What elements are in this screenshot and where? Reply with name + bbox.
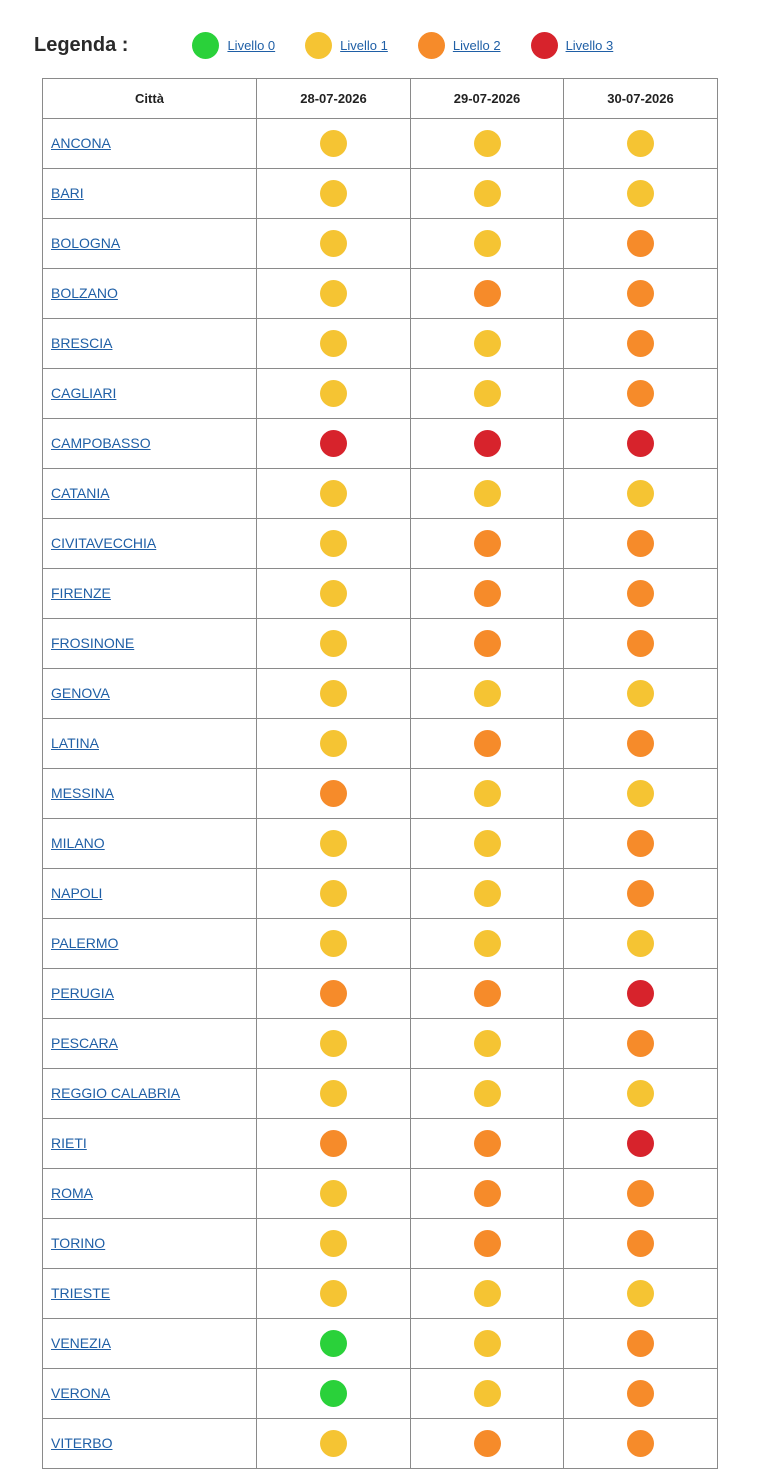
level-cell-day-3 <box>564 519 718 569</box>
table-row <box>43 1269 718 1319</box>
level-1-dot-icon <box>627 1280 654 1307</box>
level-cell-day-2 <box>411 219 564 269</box>
level-cell-day-1 <box>257 1369 411 1419</box>
table-row <box>43 969 718 1019</box>
city-cell <box>43 1419 257 1469</box>
level-3-dot-icon <box>627 980 654 1007</box>
city-cell <box>43 969 257 1019</box>
table-row <box>43 869 718 919</box>
level-cell-day-1 <box>257 669 411 719</box>
table-row <box>43 769 718 819</box>
level-cell-day-2 <box>411 1169 564 1219</box>
level-1-dot-icon <box>474 230 501 257</box>
level-2-dot-icon <box>474 630 501 657</box>
level-2-dot-icon <box>474 280 501 307</box>
city-link[interactable]: FIRENZE <box>51 584 111 601</box>
city-link[interactable]: VITERBO <box>51 1434 113 1451</box>
level-cell-day-1 <box>257 219 411 269</box>
level-cell-day-2 <box>411 919 564 969</box>
level-1-dot-icon <box>320 930 347 957</box>
level-0-dot-icon <box>192 32 219 59</box>
level-2-dot-icon <box>474 980 501 1007</box>
level-cell-day-3 <box>564 569 718 619</box>
table-row <box>43 1069 718 1119</box>
level-cell-day-2 <box>411 1319 564 1369</box>
level-cell-day-2 <box>411 719 564 769</box>
level-1-dot-icon <box>474 880 501 907</box>
level-2-dot-icon <box>627 880 654 907</box>
level-2-dot-icon <box>320 780 347 807</box>
level-cell-day-2 <box>411 169 564 219</box>
level-0-dot-icon <box>320 1330 347 1357</box>
table-row <box>43 419 718 469</box>
level-2-dot-icon <box>627 730 654 757</box>
table-row <box>43 319 718 369</box>
table-body <box>43 119 718 1469</box>
table-row <box>43 1019 718 1069</box>
level-2-dot-icon <box>627 830 654 857</box>
level-1-dot-icon <box>474 1280 501 1307</box>
level-2-dot-icon <box>474 530 501 557</box>
level-cell-day-3 <box>564 869 718 919</box>
city-link[interactable]: BRESCIA <box>51 334 113 351</box>
level-cell-day-2 <box>411 569 564 619</box>
table-row <box>43 469 718 519</box>
level-2-dot-icon <box>320 1130 347 1157</box>
level-1-dot-icon <box>320 730 347 757</box>
level-2-dot-icon <box>474 1130 501 1157</box>
level-cell-day-2 <box>411 119 564 169</box>
city-cell <box>43 119 257 169</box>
table-row <box>43 1219 718 1269</box>
level-cell-day-1 <box>257 1169 411 1219</box>
table-row <box>43 369 718 419</box>
level-1-dot-icon <box>320 180 347 207</box>
level-2-dot-icon <box>320 980 347 1007</box>
level-1-dot-icon <box>627 130 654 157</box>
city-cell <box>43 469 257 519</box>
table-row <box>43 1119 718 1169</box>
city-link[interactable]: PESCARA <box>51 1034 118 1051</box>
city-cell <box>43 619 257 669</box>
city-cell <box>43 1319 257 1369</box>
table-row <box>43 1319 718 1369</box>
level-cell-day-3 <box>564 1019 718 1069</box>
level-1-dot-icon <box>474 1330 501 1357</box>
level-cell-day-2 <box>411 1369 564 1419</box>
level-cell-day-1 <box>257 719 411 769</box>
level-cell-day-2 <box>411 519 564 569</box>
level-1-dot-icon <box>474 680 501 707</box>
level-cell-day-3 <box>564 669 718 719</box>
level-2-dot-icon <box>627 1230 654 1257</box>
level-cell-day-2 <box>411 1019 564 1069</box>
level-2-dot-icon <box>627 580 654 607</box>
level-cell-day-1 <box>257 269 411 319</box>
level-1-dot-icon <box>320 830 347 857</box>
level-2-dot-icon <box>627 630 654 657</box>
level-2-dot-icon <box>627 380 654 407</box>
level-1-dot-icon <box>474 830 501 857</box>
level-1-dot-icon <box>474 130 501 157</box>
level-cell-day-1 <box>257 119 411 169</box>
city-link[interactable]: NAPOLI <box>51 884 103 901</box>
level-1-dot-icon <box>627 780 654 807</box>
level-cell-day-3 <box>564 419 718 469</box>
legend-item-livello-3 <box>531 32 614 59</box>
level-cell-day-3 <box>564 169 718 219</box>
city-link[interactable]: CATANIA <box>51 484 110 501</box>
table-row <box>43 569 718 619</box>
level-cell-day-2 <box>411 269 564 319</box>
level-cell-day-1 <box>257 1069 411 1119</box>
level-2-dot-icon <box>627 1330 654 1357</box>
level-1-dot-icon <box>627 180 654 207</box>
table-row <box>43 519 718 569</box>
level-cell-day-1 <box>257 819 411 869</box>
level-1-dot-icon <box>320 1180 347 1207</box>
level-1-dot-icon <box>320 1030 347 1057</box>
level-cell-day-3 <box>564 769 718 819</box>
level-cell-day-3 <box>564 269 718 319</box>
level-3-dot-icon <box>627 430 654 457</box>
level-3-dot-icon <box>320 430 347 457</box>
city-link[interactable]: ROMA <box>51 1184 93 1201</box>
level-cell-day-2 <box>411 1119 564 1169</box>
level-1-dot-icon <box>320 580 347 607</box>
level-1-dot-icon <box>320 130 347 157</box>
city-link[interactable]: CAMPOBASSO <box>51 434 151 451</box>
city-cell <box>43 419 257 469</box>
level-cell-day-1 <box>257 1269 411 1319</box>
city-cell <box>43 1069 257 1119</box>
city-link[interactable]: GENOVA <box>51 684 110 701</box>
city-cell <box>43 519 257 569</box>
city-link[interactable]: RIETI <box>51 1134 87 1151</box>
level-1-dot-icon <box>474 480 501 507</box>
level-cell-day-1 <box>257 869 411 919</box>
level-cell-day-3 <box>564 219 718 269</box>
level-1-dot-icon <box>320 530 347 557</box>
level-1-dot-icon <box>320 1430 347 1457</box>
legend-link-livello-1[interactable]: Livello 1 <box>340 37 388 53</box>
city-cell <box>43 919 257 969</box>
city-cell <box>43 1219 257 1269</box>
level-2-dot-icon <box>474 1180 501 1207</box>
level-cell-day-2 <box>411 869 564 919</box>
city-link[interactable]: BOLZANO <box>51 284 118 301</box>
city-link[interactable]: CIVITAVECCHIA <box>51 534 157 551</box>
level-1-dot-icon <box>320 630 347 657</box>
city-link[interactable]: PALERMO <box>51 934 119 951</box>
level-2-dot-icon <box>627 330 654 357</box>
level-cell-day-1 <box>257 369 411 419</box>
level-cell-day-3 <box>564 469 718 519</box>
level-1-dot-icon <box>474 1080 501 1107</box>
city-link[interactable]: FROSINONE <box>51 634 135 651</box>
level-2-dot-icon <box>627 230 654 257</box>
level-cell-day-3 <box>564 119 718 169</box>
city-link[interactable]: REGGIO CALABRIA <box>51 1084 181 1101</box>
column-header-city: Città <box>43 79 257 119</box>
level-1-dot-icon <box>627 1080 654 1107</box>
table-row <box>43 669 718 719</box>
level-1-dot-icon <box>474 380 501 407</box>
city-cell <box>43 169 257 219</box>
table-header-row <box>43 79 718 119</box>
level-cell-day-3 <box>564 1369 718 1419</box>
city-cell <box>43 269 257 319</box>
level-2-dot-icon <box>627 1030 654 1057</box>
level-1-dot-icon <box>320 330 347 357</box>
level-cell-day-3 <box>564 1219 718 1269</box>
city-link[interactable]: TRIESTE <box>51 1284 111 1301</box>
level-cell-day-1 <box>257 1119 411 1169</box>
level-cell-day-1 <box>257 569 411 619</box>
level-cell-day-1 <box>257 919 411 969</box>
level-cell-day-1 <box>257 769 411 819</box>
level-cell-day-2 <box>411 1419 564 1469</box>
level-1-dot-icon <box>474 330 501 357</box>
level-cell-day-1 <box>257 1019 411 1069</box>
level-2-dot-icon <box>474 1430 501 1457</box>
level-2-dot-icon <box>474 730 501 757</box>
level-1-dot-icon <box>474 930 501 957</box>
city-link[interactable]: BARI <box>51 184 84 201</box>
level-cell-day-1 <box>257 1219 411 1269</box>
table-row <box>43 169 718 219</box>
city-link[interactable]: TORINO <box>51 1234 106 1251</box>
level-cell-day-3 <box>564 1169 718 1219</box>
city-cell <box>43 769 257 819</box>
level-cell-day-1 <box>257 1419 411 1469</box>
level-cell-day-2 <box>411 1069 564 1119</box>
city-cell <box>43 219 257 269</box>
city-cell <box>43 1119 257 1169</box>
legend-item-livello-1 <box>305 32 388 59</box>
level-1-dot-icon <box>320 480 347 507</box>
city-link[interactable]: VENEZIA <box>51 1334 111 1351</box>
level-1-dot-icon <box>320 1080 347 1107</box>
level-cell-day-3 <box>564 1069 718 1119</box>
city-cell <box>43 319 257 369</box>
legend-link-livello-3[interactable]: Livello 3 <box>565 37 614 53</box>
level-cell-day-1 <box>257 169 411 219</box>
level-2-dot-icon <box>474 580 501 607</box>
level-cell-day-3 <box>564 369 718 419</box>
level-cell-day-1 <box>257 319 411 369</box>
column-header-date-2: 29-07-2026 <box>411 79 564 119</box>
level-cell-day-2 <box>411 669 564 719</box>
heat-level-table <box>42 78 718 1469</box>
city-link[interactable]: MILANO <box>51 834 105 851</box>
city-link[interactable]: VERONA <box>51 1384 111 1401</box>
city-link[interactable]: ANCONA <box>51 134 111 151</box>
level-cell-day-2 <box>411 319 564 369</box>
column-header-date-3: 30-07-2026 <box>564 79 718 119</box>
level-cell-day-1 <box>257 1319 411 1369</box>
level-1-dot-icon <box>305 32 332 59</box>
level-cell-day-1 <box>257 419 411 469</box>
city-cell <box>43 369 257 419</box>
level-2-dot-icon <box>418 32 445 59</box>
level-1-dot-icon <box>320 880 347 907</box>
level-1-dot-icon <box>474 1030 501 1057</box>
level-2-dot-icon <box>627 1380 654 1407</box>
level-2-dot-icon <box>627 530 654 557</box>
table-row <box>43 819 718 869</box>
level-cell-day-3 <box>564 319 718 369</box>
level-cell-day-2 <box>411 469 564 519</box>
level-3-dot-icon <box>531 32 558 59</box>
level-1-dot-icon <box>320 680 347 707</box>
city-link[interactable]: CAGLIARI <box>51 384 117 401</box>
level-3-dot-icon <box>627 1130 654 1157</box>
city-cell <box>43 1169 257 1219</box>
level-1-dot-icon <box>320 1280 347 1307</box>
level-cell-day-3 <box>564 1269 718 1319</box>
level-1-dot-icon <box>627 480 654 507</box>
table-row <box>43 1369 718 1419</box>
table-row <box>43 919 718 969</box>
level-3-dot-icon <box>474 430 501 457</box>
level-1-dot-icon <box>627 680 654 707</box>
level-2-dot-icon <box>627 1180 654 1207</box>
table-row <box>43 1419 718 1469</box>
table-row <box>43 619 718 669</box>
level-cell-day-2 <box>411 769 564 819</box>
legend-item-livello-2 <box>418 32 501 59</box>
level-1-dot-icon <box>320 280 347 307</box>
level-1-dot-icon <box>320 1230 347 1257</box>
city-cell <box>43 869 257 919</box>
legend-link-livello-2[interactable]: Livello 2 <box>452 37 501 53</box>
level-cell-day-3 <box>564 619 718 669</box>
level-cell-day-2 <box>411 369 564 419</box>
table-row <box>43 1169 718 1219</box>
legend-item-livello-0 <box>192 32 275 59</box>
city-cell <box>43 669 257 719</box>
level-1-dot-icon <box>320 380 347 407</box>
level-cell-day-3 <box>564 1319 718 1369</box>
city-cell <box>43 1369 257 1419</box>
level-2-dot-icon <box>474 1230 501 1257</box>
table-row <box>43 119 718 169</box>
city-cell <box>43 819 257 869</box>
city-link[interactable]: BOLOGNA <box>51 234 121 251</box>
level-1-dot-icon <box>474 1380 501 1407</box>
city-cell <box>43 1269 257 1319</box>
city-link[interactable]: MESSINA <box>51 784 115 801</box>
city-cell <box>43 1019 257 1069</box>
level-1-dot-icon <box>474 780 501 807</box>
level-cell-day-1 <box>257 519 411 569</box>
level-2-dot-icon <box>627 1430 654 1457</box>
legend-title: Legenda : <box>34 33 129 56</box>
level-1-dot-icon <box>627 930 654 957</box>
level-cell-day-2 <box>411 419 564 469</box>
level-cell-day-2 <box>411 1269 564 1319</box>
table-row <box>43 719 718 769</box>
level-cell-day-3 <box>564 719 718 769</box>
city-link[interactable]: PERUGIA <box>51 984 115 1001</box>
level-cell-day-2 <box>411 969 564 1019</box>
level-cell-day-3 <box>564 819 718 869</box>
table-row <box>43 269 718 319</box>
table-row <box>43 219 718 269</box>
level-2-dot-icon <box>627 280 654 307</box>
legend <box>34 28 643 62</box>
city-cell <box>43 719 257 769</box>
level-cell-day-1 <box>257 619 411 669</box>
city-link[interactable]: LATINA <box>51 734 99 751</box>
level-1-dot-icon <box>320 230 347 257</box>
level-cell-day-2 <box>411 1219 564 1269</box>
level-cell-day-2 <box>411 819 564 869</box>
level-cell-day-1 <box>257 969 411 1019</box>
level-cell-day-3 <box>564 969 718 1019</box>
level-cell-day-2 <box>411 619 564 669</box>
level-0-dot-icon <box>320 1380 347 1407</box>
level-1-dot-icon <box>474 180 501 207</box>
level-cell-day-3 <box>564 1119 718 1169</box>
level-cell-day-1 <box>257 469 411 519</box>
legend-link-livello-0[interactable]: Livello 0 <box>227 37 276 53</box>
level-cell-day-3 <box>564 919 718 969</box>
column-header-date-1: 28-07-2026 <box>257 79 411 119</box>
level-cell-day-3 <box>564 1419 718 1469</box>
city-cell <box>43 569 257 619</box>
